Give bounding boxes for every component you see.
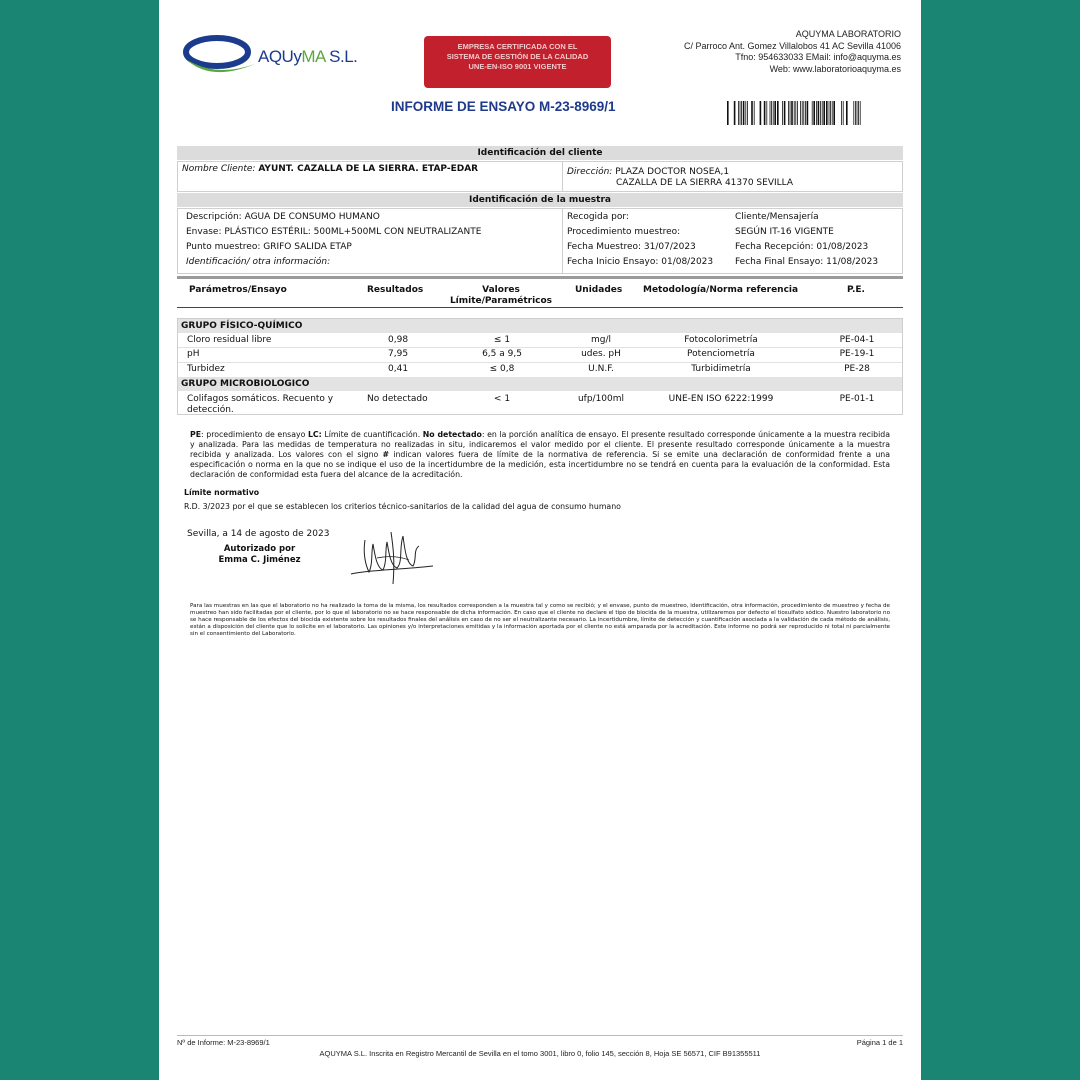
signature-date: Sevilla, a 14 de agosto de 2023 (187, 529, 330, 539)
client-value: AYUNT. CAZALLA DE LA SIERRA. ETAP-EDAR (258, 164, 479, 174)
barcode-bar (833, 101, 835, 125)
barcode-bar (816, 101, 817, 125)
cell-method: Potenciometría (687, 349, 755, 359)
lab-name: AQUYMA LABORATORIO (795, 29, 901, 39)
cell-pe: PE-28 (844, 364, 870, 374)
legal-fine-print: Para las muestras en las que el laboratorio no ha realizado la toma de la misma, los resultados corresponden a la muestra tal y como se recibió; y el envase, punto de muestreo, identificación, otra información, procedimiento de muestreo y fecha de muestreo han sido facilitadas por el cliente, por lo que el laboratorio no se hace responsable de dicha información. En caso que el cliente no declare el tipo de biocida de la muestra, utilizaremos por defecto el tiosulfato sódico. Nuestro laboratorio no se hace responsable de los efectos del biocida existente sobre los resultados finales del análisis en caso de no ser el neutralizante necesario. La incertidumbre, límite de detección y cuantificación asociada a la validación de cada método de análisis, están a disposición del cliente que lo solicite en el laboratorio. Las opiniones y/o interpretaciones emitidas y la información aportada por el cliente no está amparada por la acreditación. Este informe no podrá ser reproducido ni total ni parcialmente sin el consentimiento del Laboratorio. (190, 603, 890, 638)
barcode-bar (795, 101, 796, 125)
barcode-bar (790, 101, 791, 125)
barcode-bar (784, 101, 786, 125)
barcode-bar (782, 101, 783, 125)
barcode-bar (740, 101, 741, 125)
header-method: Metodología/Norma referencia (643, 285, 799, 295)
barcode-bar (741, 101, 742, 125)
logo-text-part: MA (301, 47, 325, 66)
barcode-bar (788, 101, 789, 125)
header-result: Resultados (367, 285, 424, 295)
cell-result: 7,95 (388, 349, 409, 359)
sampling-procedure-value: SEGÚN IT-16 VIGENTE (735, 227, 834, 237)
barcode-bar (751, 101, 753, 125)
normative-text: R.D. 3/2023 por el que se establecen los criterios técnico-sanitarios de la calidad del agua de consumo humano (184, 502, 621, 511)
cell-limit: ≤ 1 (493, 335, 511, 345)
client-label: Nombre Cliente: (182, 164, 256, 174)
cell-param: Cloro residual libre (187, 335, 272, 345)
other-info: Identificación/ otra información: (186, 257, 331, 267)
barcode-bar (764, 101, 766, 125)
collected-by-label: Recogida por: (567, 212, 629, 222)
barcode-bar (805, 101, 806, 125)
collected-by-value: Cliente/Mensajería (735, 212, 819, 222)
client-name (182, 164, 478, 175)
cert-line: SISTEMA DE GESTIÓN DE LA CALIDAD (446, 52, 589, 61)
barcode-bar (747, 101, 748, 125)
table-row (178, 362, 902, 377)
logo-swoosh-icon (181, 30, 261, 82)
header-param: Parámetros/Ensayo (189, 285, 287, 295)
results-table (177, 318, 903, 415)
cell-param: Turbidez (187, 364, 225, 374)
barcode-bar (855, 101, 856, 125)
barcode-bar (858, 101, 859, 125)
table-row (178, 391, 902, 416)
barcode-bar (797, 101, 798, 125)
barcode-bar (734, 101, 736, 125)
barcode-bar (766, 101, 767, 125)
note-lc-label: LC: (307, 430, 322, 439)
barcode-bar (727, 101, 729, 125)
client-section-heading: Identificación del cliente (177, 146, 903, 160)
logo-text (258, 47, 357, 67)
test-start-date: Fecha Inicio Ensayo: 01/08/2023 (567, 257, 714, 267)
cell-result: 0,41 (388, 364, 409, 374)
barcode-bar (773, 101, 774, 125)
lab-street: C/ Parroco Ant. Gomez Villalobos 41 AC Sevilla 41006 (684, 40, 901, 51)
cell-result: No detectado (367, 394, 428, 404)
barcode-bar (745, 101, 746, 125)
certification-badge (424, 36, 611, 88)
client-box (177, 161, 903, 192)
lab-address (684, 29, 901, 75)
cell-unit: ufp/100ml (577, 394, 625, 404)
barcode-bar (738, 101, 739, 125)
cert-line: UNE-EN-ISO 9001 VIGENTE (468, 62, 567, 71)
barcode-bar (813, 101, 815, 125)
barcode-bar (791, 101, 793, 125)
cert-line: EMPRESA CERTIFICADA CON EL (457, 42, 578, 51)
cell-param: pH (187, 349, 200, 359)
sample-section (177, 193, 903, 275)
barcode-bar (754, 101, 755, 125)
table-row (178, 333, 902, 347)
results-table-header (177, 282, 903, 310)
client-section (177, 146, 903, 192)
barcode-bar (807, 101, 809, 125)
report-title: INFORME DE ENSAYO M-23-8969/1 (391, 99, 616, 114)
sampling-procedure-label: Procedimiento muestreo: (567, 227, 681, 237)
cell-pe: PE-04-1 (839, 335, 875, 345)
handwritten-signature (347, 526, 437, 590)
barcode-bar (774, 101, 776, 125)
barcode-bar (826, 101, 828, 125)
authorized-label: Autorizado por (223, 544, 296, 554)
group-physico-chemical: GRUPO FÍSICO-QUÍMICO (178, 319, 902, 333)
header-limit: Valores (482, 285, 520, 295)
note-text: : procedimiento de ensayo (201, 430, 308, 439)
barcode-bar (812, 101, 813, 125)
barcode-bar (841, 101, 842, 125)
cell-method: Turbidimetría (691, 364, 751, 374)
sample-section-heading: Identificación de la muestra (177, 193, 903, 207)
sample-description: Descripción: AGUA DE CONSUMO HUMANO (186, 212, 380, 222)
barcode-bar (857, 101, 858, 125)
barcode-bar (770, 101, 771, 125)
lab-contact: Tfno: 954633033 EMail: info@aquyma.es (735, 52, 901, 62)
address-line: PLAZA DOCTOR NOSEA,1 (615, 167, 730, 177)
footer-page-number: Página 1 de 1 (856, 1038, 903, 1047)
barcode-bar (846, 101, 848, 125)
cell-unit: U.N.F. (588, 364, 614, 374)
report-page (159, 0, 921, 1080)
barcode-bar (760, 101, 762, 125)
barcode-bar (822, 101, 823, 125)
note-nd-label: No detectado (422, 430, 482, 439)
cell-limit: ≤ 0,8 (489, 364, 515, 374)
table-row (178, 347, 902, 362)
address-label: Dirección: (567, 167, 613, 177)
sample-box (177, 208, 903, 274)
header-rule (177, 307, 903, 308)
header-limit-sub: Límite/Paramétricos (449, 296, 553, 306)
barcode (727, 101, 861, 125)
group-microbiological: GRUPO MICROBIOLOGICO (178, 377, 902, 391)
test-end-date: Fecha Final Ensayo: 11/08/2023 (735, 257, 879, 267)
barcode-bar (802, 101, 803, 125)
cell-pe: PE-01-1 (839, 394, 875, 404)
sampling-date: Fecha Muestreo: 31/07/2023 (567, 242, 696, 252)
cell-method: UNE-EN ISO 6222:1999 (668, 394, 774, 404)
address (567, 167, 729, 178)
cell-param-cont: detección. (187, 405, 234, 415)
cell-result: 0,98 (388, 335, 409, 345)
barcode-bar (830, 101, 831, 125)
cell-method: Fotocolorimetría (684, 335, 758, 345)
barcode-bar (777, 101, 779, 125)
header-unit: Unidades (575, 285, 623, 295)
barcode-bar (818, 101, 820, 125)
cell-limit: 6,5 a 9,5 (482, 349, 522, 359)
cell-limit: < 1 (493, 394, 511, 404)
barcode-bar (771, 101, 772, 125)
header-pe: P.E. (847, 285, 865, 295)
barcode-bar (853, 101, 854, 125)
notes-paragraph (190, 430, 890, 480)
barcode-bar (743, 101, 745, 125)
barcode-bar (800, 101, 801, 125)
barcode-bar (820, 101, 821, 125)
normative-heading: Límite normativo (184, 488, 260, 497)
address-line: CAZALLA DE LA SIERRA 41370 SEVILLA (616, 178, 794, 188)
lab-web: Web: www.laboratorioaquyma.es (769, 63, 901, 74)
signatory-name: Emma C. Jiménez (218, 555, 301, 565)
column-divider (562, 162, 563, 191)
column-divider (562, 209, 563, 273)
barcode-bar (829, 101, 830, 125)
barcode-bar (823, 101, 825, 125)
footer-rule (177, 1035, 903, 1036)
barcode-bar (794, 101, 795, 125)
sample-container: Envase: PLÁSTICO ESTÉRIL: 500ML+500ML CON NEUTRALIZANTE (186, 227, 482, 237)
barcode-bar (843, 101, 844, 125)
logo-text-part: S.L. (324, 47, 358, 66)
note-text: : en la porción analítica de ensayo. El presente resultado corresponde únicamente a la muestra recibida y analizada. Para las medidas de temperatura no realizadas in situ, indicaremos el valor medido por el cliente. El presente resultado corresponde únicamente a la muestra recibida y analizada. Los valores con el signo (190, 430, 891, 459)
table-top-rule (177, 276, 903, 279)
note-hash: # (382, 449, 390, 459)
cell-pe: PE-19-1 (839, 349, 875, 359)
note-text: indican valores fuera de límite de la normativa de referencia. Si se emite una declaración de conformidad frente a una especificación o norma en la que no se indique el uso de la incertidumbre de la medición, esta incertidumbre no se tendrá en cuenta para la evaluación de la conformidad. Esta declaración de conformidad esta fuera del alcance de la acreditación. (190, 449, 890, 479)
footer-registry: AQUYMA S.L. Inscrita en Registro Mercantil de Sevilla en el tomo 3001, libro 0, folio 145, sección 8, Hoja SE 56571, CIF B91355511 (319, 1049, 761, 1058)
note-pe-label: PE (190, 430, 202, 439)
note-text: Límite de cuantificación. (321, 430, 423, 439)
cell-unit: mg/l (590, 335, 611, 345)
sampling-point: Punto muestreo: GRIFO SALIDA ETAP (186, 242, 352, 252)
barcode-bar (832, 101, 833, 125)
footer-report-number: Nº de Informe: M-23-8969/1 (177, 1038, 270, 1047)
logo-text-part: AQUy (258, 47, 302, 66)
barcode-bar (803, 101, 804, 125)
barcode-bar (860, 101, 861, 125)
reception-date: Fecha Recepción: 01/08/2023 (735, 242, 869, 252)
cell-param: Colifagos somáticos. Recuento y (187, 394, 334, 404)
cell-unit: udes. pH (581, 349, 621, 359)
